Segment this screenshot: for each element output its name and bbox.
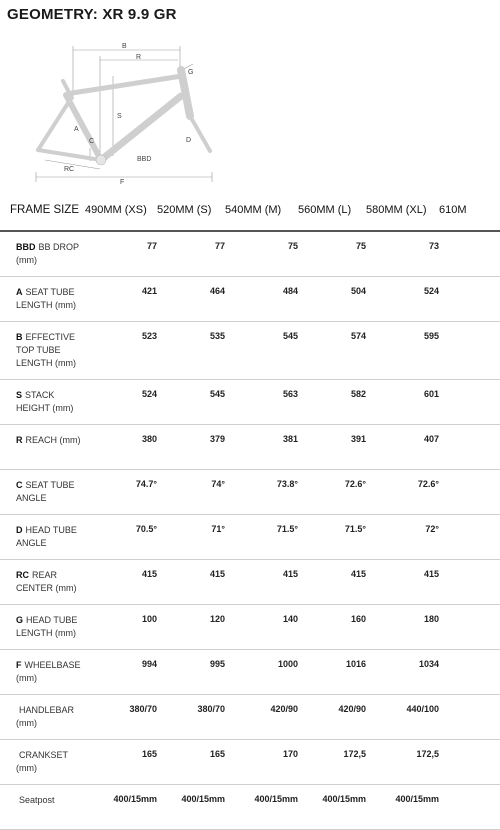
table-cell: 415 <box>157 560 225 605</box>
size-header: 540MM (M) <box>225 198 298 231</box>
table-cell: 524 <box>366 277 439 322</box>
table-cell: 72.6° <box>366 470 439 515</box>
table-cell: 523 <box>85 322 157 380</box>
row-code: R <box>16 435 23 445</box>
row-label <box>0 605 85 650</box>
diagram-label-bbd: BBD <box>137 156 152 163</box>
table-cell <box>439 560 500 605</box>
table-row <box>0 560 500 605</box>
table-cell: 391 <box>298 425 366 470</box>
table-cell: 400/15mm <box>298 785 366 830</box>
table-cell: 400/15mm <box>225 785 298 830</box>
row-label-text: HANDLEBAR (mm) <box>16 705 75 728</box>
table-row <box>0 380 500 425</box>
table-cell: 165 <box>85 740 157 785</box>
row-code: B <box>16 332 23 342</box>
row-code: S <box>16 390 23 400</box>
table-cell: 140 <box>225 605 298 650</box>
table-row <box>0 605 500 650</box>
table-header-row <box>0 198 500 231</box>
table-row <box>0 785 500 830</box>
row-label-text: SEAT TUBE ANGLE <box>16 480 75 503</box>
row-label <box>0 277 85 322</box>
table-cell: 484 <box>225 277 298 322</box>
table-cell <box>439 425 500 470</box>
table-cell: 563 <box>225 380 298 425</box>
table-cell: 400/15mm <box>157 785 225 830</box>
table-cell: 72° <box>366 515 439 560</box>
row-label <box>0 515 85 560</box>
table-cell: 545 <box>157 380 225 425</box>
diagram-label-rc: RC <box>64 166 75 173</box>
row-code: D <box>16 525 23 535</box>
table-cell <box>439 740 500 785</box>
table-cell <box>439 277 500 322</box>
table-row <box>0 515 500 560</box>
table-cell: 74.7° <box>85 470 157 515</box>
table-cell: 77 <box>157 231 225 277</box>
row-label-text: SEAT TUBE LENGTH (mm) <box>16 287 76 310</box>
table-cell: 380 <box>85 425 157 470</box>
table-cell: 379 <box>157 425 225 470</box>
row-code: RC <box>16 570 29 580</box>
row-label-text: STACK HEIGHT (mm) <box>16 390 74 413</box>
table-cell: 77 <box>85 231 157 277</box>
size-header: 560MM (L) <box>298 198 366 231</box>
table-row <box>0 695 500 740</box>
geometry-table-container <box>0 198 487 805</box>
table-cell: 75 <box>225 231 298 277</box>
diagram-label-a: A <box>74 126 79 133</box>
table-cell: 1000 <box>225 650 298 695</box>
table-cell: 74° <box>157 470 225 515</box>
row-label-text: HEAD TUBE ANGLE <box>16 525 77 548</box>
geometry-table <box>0 198 500 830</box>
table-cell: 1016 <box>298 650 366 695</box>
table-row <box>0 470 500 515</box>
table-cell: 415 <box>225 560 298 605</box>
table-cell <box>439 380 500 425</box>
table-cell: 75 <box>298 231 366 277</box>
size-header: 490MM (XS) <box>85 198 157 231</box>
row-label-text: BB DROP (mm) <box>16 242 79 265</box>
table-cell <box>439 515 500 560</box>
table-row <box>0 322 500 380</box>
frame-diagram-svg <box>0 36 487 196</box>
frame-size-header: FRAME SIZE <box>0 198 85 231</box>
table-cell: 400/15mm <box>366 785 439 830</box>
table-cell: 70.5° <box>85 515 157 560</box>
table-cell: 415 <box>85 560 157 605</box>
table-row <box>0 425 500 470</box>
table-cell: 421 <box>85 277 157 322</box>
table-cell: 415 <box>298 560 366 605</box>
row-label <box>0 695 85 740</box>
table-cell: 172,5 <box>366 740 439 785</box>
row-label-text: REACH (mm) <box>25 435 81 445</box>
row-code: A <box>16 287 23 297</box>
table-cell: 464 <box>157 277 225 322</box>
table-cell: 170 <box>225 740 298 785</box>
table-cell: 420/90 <box>298 695 366 740</box>
row-label-text: REAR CENTER (mm) <box>16 570 77 593</box>
table-cell: 601 <box>366 380 439 425</box>
row-code: BBD <box>16 242 36 252</box>
diagram-label-d: D <box>186 137 192 144</box>
table-cell: 165 <box>157 740 225 785</box>
row-label <box>0 322 85 380</box>
diagram-label-r: R <box>136 54 142 61</box>
row-code: F <box>16 660 22 670</box>
row-label-text: CRANKSET (mm) <box>16 750 68 773</box>
table-cell: 380/70 <box>157 695 225 740</box>
table-cell: 71.5° <box>225 515 298 560</box>
size-header: 610M <box>439 198 500 231</box>
table-cell: 440/100 <box>366 695 439 740</box>
row-label <box>0 560 85 605</box>
table-cell: 582 <box>298 380 366 425</box>
table-cell: 574 <box>298 322 366 380</box>
table-cell: 407 <box>366 425 439 470</box>
diagram-label-b: B <box>122 43 127 50</box>
diagram-label-c: C <box>89 138 95 145</box>
table-cell: 995 <box>157 650 225 695</box>
table-cell <box>439 695 500 740</box>
row-label-text: WHEELBASE (mm) <box>16 660 81 683</box>
row-label-text: EFFECTIVE TOP TUBE LENGTH (mm) <box>16 332 76 368</box>
row-label-text: Seatpost <box>19 795 55 805</box>
table-cell: 415 <box>366 560 439 605</box>
diagram-label-s: S <box>117 113 122 120</box>
table-cell: 545 <box>225 322 298 380</box>
table-cell: 72.6° <box>298 470 366 515</box>
table-row <box>0 277 500 322</box>
table-cell: 120 <box>157 605 225 650</box>
row-label <box>0 785 85 830</box>
table-cell: 73 <box>366 231 439 277</box>
table-cell <box>439 605 500 650</box>
table-cell: 524 <box>85 380 157 425</box>
table-row <box>0 650 500 695</box>
row-label <box>0 740 85 785</box>
row-label <box>0 650 85 695</box>
table-cell: 71.5° <box>298 515 366 560</box>
table-cell: 100 <box>85 605 157 650</box>
row-label <box>0 425 85 470</box>
table-cell: 1034 <box>366 650 439 695</box>
table-cell: 420/90 <box>225 695 298 740</box>
size-header: 580MM (XL) <box>366 198 439 231</box>
row-label-text: HEAD TUBE LENGTH (mm) <box>16 615 78 638</box>
table-cell: 595 <box>366 322 439 380</box>
table-cell <box>439 322 500 380</box>
table-row <box>0 740 500 785</box>
table-cell: 180 <box>366 605 439 650</box>
table-cell <box>439 470 500 515</box>
page-title: GEOMETRY: XR 9.9 GR <box>7 6 177 23</box>
table-cell <box>439 785 500 830</box>
diagram-label-f: F <box>120 179 125 186</box>
row-label <box>0 470 85 515</box>
row-label <box>0 231 85 277</box>
size-header: 520MM (S) <box>157 198 225 231</box>
row-code: G <box>16 615 24 625</box>
table-cell: 71° <box>157 515 225 560</box>
row-code: C <box>16 480 23 490</box>
table-cell: 73.8° <box>225 470 298 515</box>
table-cell <box>439 231 500 277</box>
table-cell: 994 <box>85 650 157 695</box>
table-cell <box>439 650 500 695</box>
table-cell: 160 <box>298 605 366 650</box>
diagram-label-g: G <box>188 69 194 76</box>
table-cell: 504 <box>298 277 366 322</box>
table-row <box>0 231 500 277</box>
table-cell: 535 <box>157 322 225 380</box>
table-cell: 400/15mm <box>85 785 157 830</box>
frame-geometry-diagram <box>0 36 487 196</box>
row-label <box>0 380 85 425</box>
table-cell: 381 <box>225 425 298 470</box>
table-cell: 172,5 <box>298 740 366 785</box>
table-cell: 380/70 <box>85 695 157 740</box>
